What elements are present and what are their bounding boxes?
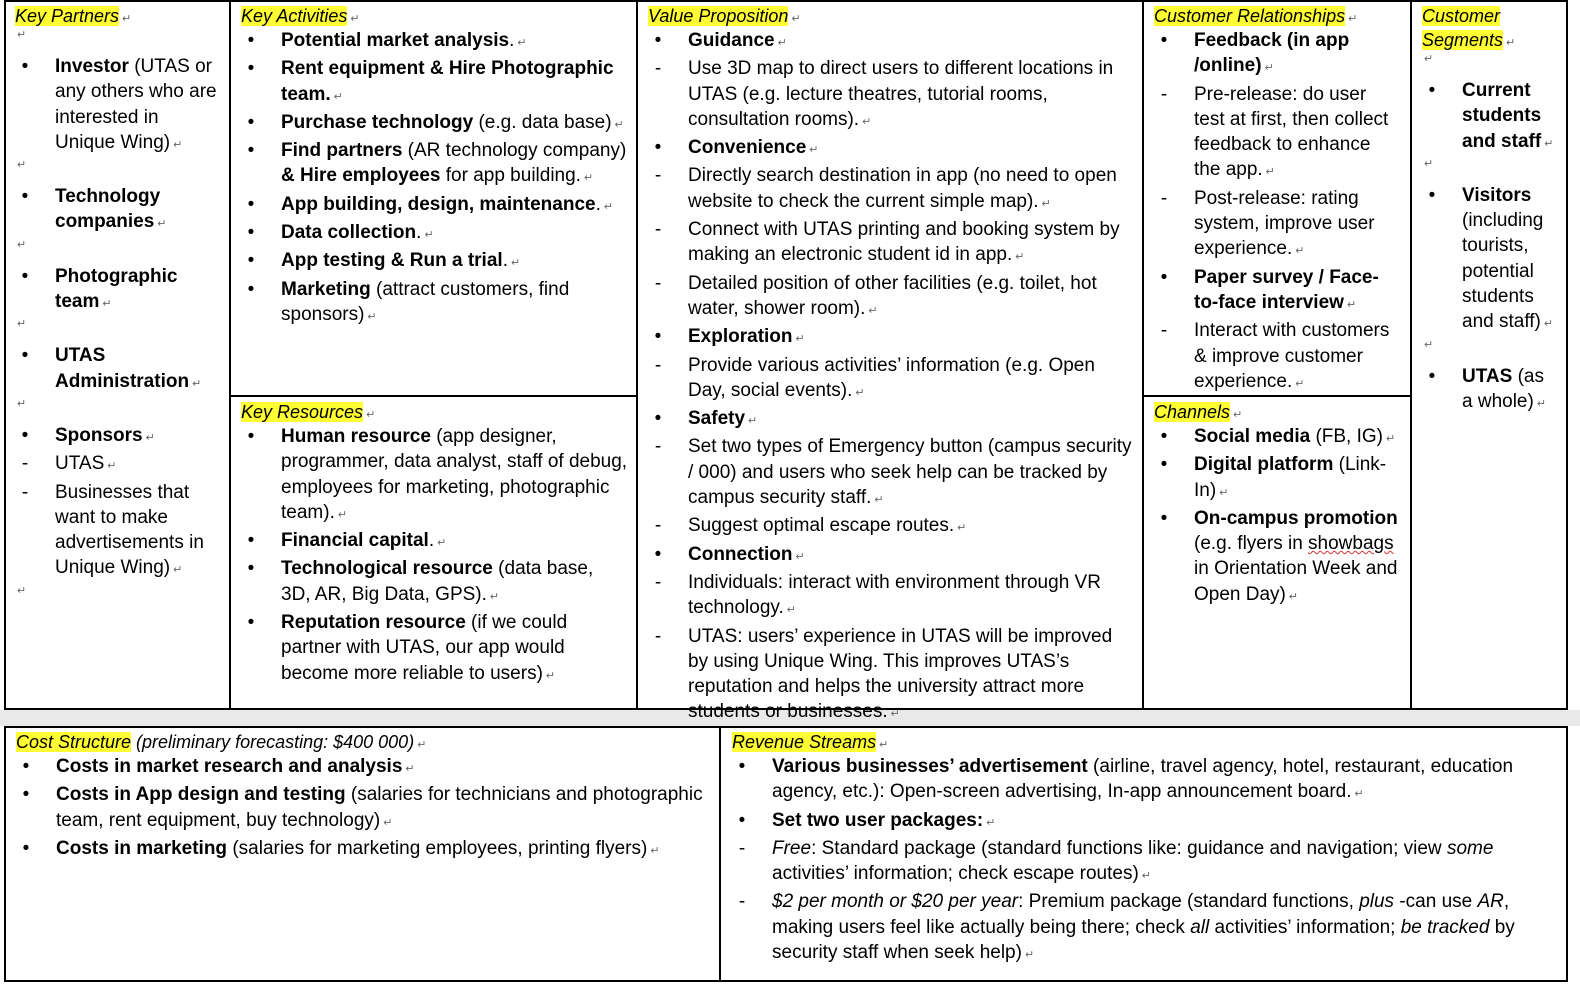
bullet-item (648, 28, 1134, 56)
item-list (241, 28, 628, 330)
channels (1144, 398, 1410, 708)
item-text: by security staff when seek help) (772, 916, 1515, 964)
bullet-item (732, 754, 1559, 808)
item-text: Feedback (in app /online) (1194, 30, 1350, 77)
item-text: Purchase technology (281, 111, 474, 133)
dash-item (648, 434, 1134, 513)
paragraph-mark-icon: ↵ (1295, 377, 1305, 390)
paragraph-mark-icon: ↵ (748, 415, 758, 428)
empty-paragraph: ↵ (17, 318, 27, 331)
bullet-item (241, 28, 628, 56)
section-title-label: Customer Relationships (1154, 6, 1346, 26)
bullet-item (15, 184, 221, 238)
section-title-label: Customer Segments (1422, 6, 1504, 50)
dash-item (648, 271, 1134, 325)
paragraph-mark-icon: ↵ (424, 229, 434, 242)
item-text: -can use (1394, 891, 1478, 913)
bullet-dot-icon: • (654, 326, 662, 348)
paragraph-mark-icon: ↵ (855, 386, 865, 399)
bullet-item (1422, 183, 1559, 338)
item-list (1154, 28, 1402, 397)
dash-item (648, 570, 1134, 624)
item-text: Digital platform (1194, 454, 1334, 476)
item-text: App building, design, maintenance (281, 193, 596, 215)
empty-paragraph: ↵ (17, 29, 27, 41)
paragraph-mark-icon: ↵ (1354, 788, 1364, 801)
bullet-dot-icon: • (1428, 365, 1436, 387)
paragraph-mark-icon: ↵ (1264, 62, 1274, 75)
dash-icon: - (654, 58, 662, 80)
dash-icon: - (654, 354, 662, 376)
dash-icon: - (654, 625, 662, 647)
item-text: activities’ information; (1209, 916, 1401, 938)
bullet-item (15, 343, 221, 397)
section-title (15, 4, 221, 28)
paragraph-mark-icon: ↵ (489, 590, 500, 603)
dash-item (15, 451, 221, 479)
bullet-item (15, 423, 221, 451)
dash-icon: - (654, 515, 662, 537)
section-title-label: Key Activities (241, 6, 348, 26)
paragraph-mark-icon: ↵ (350, 13, 360, 25)
bullet-dot-icon: • (1428, 184, 1436, 206)
paragraph-mark-icon: ↵ (795, 550, 805, 563)
item-text: & Hire employees (281, 165, 441, 187)
paragraph-mark-icon: ↵ (366, 409, 376, 421)
bullet-item (648, 542, 1134, 570)
key-partners (5, 2, 229, 707)
section-title (1154, 4, 1402, 28)
paragraph-mark-icon: ↵ (650, 844, 660, 857)
item-text: Social media (1194, 426, 1311, 447)
bullet-item (732, 808, 1559, 836)
item-text: in Orientation Week and Open Day) (1194, 558, 1398, 605)
bullet-item (241, 56, 628, 110)
item-text: Sponsors (55, 424, 143, 446)
bullet-dot-icon: • (654, 30, 662, 51)
bullet-item (241, 528, 628, 556)
item-text: UTAS (55, 453, 105, 475)
paragraph-mark-icon: ↵ (809, 144, 819, 157)
item-text: (AR technology company) (402, 140, 627, 162)
item-text: Safety (688, 408, 746, 430)
paragraph-mark-icon: ↵ (957, 522, 967, 535)
paragraph-mark-icon: ↵ (1041, 197, 1051, 210)
bullet-item (1154, 452, 1402, 506)
item-text: all (1190, 916, 1210, 938)
paragraph-mark-icon: ↵ (173, 138, 183, 151)
bullet-item (16, 782, 711, 836)
item-list (241, 424, 628, 689)
bullet-dot-icon: • (247, 58, 255, 80)
section-title (1422, 4, 1559, 52)
paragraph-mark-icon: ↵ (1219, 486, 1229, 499)
bullet-item (241, 424, 628, 528)
item-text: Costs in marketing (56, 837, 228, 859)
paragraph-mark-icon: ↵ (603, 200, 614, 213)
paragraph-mark-icon: ↵ (545, 669, 556, 682)
paragraph-mark-icon: ↵ (367, 310, 377, 323)
paragraph-mark-icon: ↵ (337, 508, 348, 521)
paragraph-mark-icon: ↵ (1506, 37, 1516, 49)
empty-paragraph: ↵ (17, 159, 27, 172)
item-text: (salaries for marketing employees, printing flyers) (227, 837, 648, 859)
bullet-dot-icon: • (21, 186, 29, 208)
dash-item (648, 353, 1134, 407)
bullet-item (648, 135, 1134, 163)
empty-paragraph: ↵ (17, 238, 27, 251)
paragraph-mark-icon: ↵ (173, 564, 183, 577)
item-text: (app designer, programmer, data analyst, staff of debug, employees for marketing, photographic team). (281, 426, 628, 523)
item-text: . (416, 222, 422, 244)
bullet-item (1154, 424, 1402, 452)
section-title-label: Revenue Streams (732, 732, 877, 752)
item-text: Set two user packages: (772, 809, 984, 831)
item-text: (Link-In) (1194, 454, 1387, 501)
bullet-dot-icon: • (21, 424, 29, 446)
paragraph-mark-icon: ↵ (874, 494, 884, 507)
paragraph-mark-icon: ↵ (1288, 590, 1299, 603)
dash-item (1154, 318, 1402, 397)
item-text: plus (1359, 891, 1395, 913)
key-activities (231, 2, 636, 395)
item-text: AR (1477, 891, 1504, 913)
paragraph-mark-icon: ↵ (122, 13, 132, 25)
revenue-streams (722, 728, 1567, 980)
bullet-item (241, 556, 628, 610)
bullet-item (241, 610, 628, 689)
dash-item (1154, 186, 1402, 265)
bullet-item (16, 754, 711, 782)
bullet-item (1154, 265, 1402, 319)
item-text: (airline, travel agency, hotel, restaurant, education agency, etc.): Open-screen advertising, In-app announcement board. (772, 756, 1514, 803)
bullet-dot-icon: • (1160, 266, 1168, 288)
bullet-dot-icon: • (247, 193, 255, 215)
paragraph-mark-icon: ↵ (614, 118, 624, 131)
item-text: Use 3D map to direct users to different locations in UTAS (e.g. lecture theatres, tutorial rooms, consultation rooms). (688, 58, 1114, 130)
item-text: Convenience (688, 137, 807, 159)
item-text: Technology companies (55, 186, 161, 233)
item-text: be tracked (1400, 916, 1490, 938)
item-text: . (428, 530, 435, 552)
paragraph-mark-icon: ↵ (777, 37, 787, 49)
paragraph-mark-icon: ↵ (1346, 298, 1357, 311)
section-title (16, 730, 711, 754)
bullet-dot-icon: • (247, 278, 255, 300)
dash-icon: - (1160, 187, 1168, 209)
section-title-label: Key Partners (15, 6, 120, 26)
item-list (15, 28, 221, 610)
item-text: (FB, IG) (1310, 426, 1383, 447)
bullet-dot-icon: • (738, 756, 746, 777)
item-text: . (502, 250, 508, 272)
paragraph-mark-icon: ↵ (1536, 397, 1547, 410)
dash-icon: - (1160, 320, 1168, 342)
item-text: Provide various activities’ information (e.g. Open Day, social events). (688, 354, 1095, 401)
bullet-dot-icon: • (247, 612, 255, 634)
dash-icon: - (738, 891, 746, 913)
item-text: Costs in market research and analysis (56, 756, 403, 777)
item-text: : Premium package (standard functions, (1018, 891, 1360, 913)
item-text: UTAS (1462, 365, 1513, 387)
paragraph-mark-icon: ↵ (868, 304, 878, 317)
bullet-item (15, 264, 221, 318)
dash-icon: - (1160, 83, 1168, 105)
bullet-item (241, 110, 628, 138)
dash-item (1154, 82, 1402, 186)
dash-item (648, 163, 1134, 217)
item-text: Exploration (688, 326, 793, 348)
dash-icon: - (654, 571, 662, 593)
divider-cost-rev (719, 726, 721, 982)
item-text: some (1446, 837, 1494, 859)
item-list (1154, 424, 1402, 610)
item-text: Businesses that want to make advertisements in Unique Wing) (55, 481, 204, 579)
dash-item (648, 624, 1134, 728)
item-list (16, 754, 711, 864)
item-text: UTAS Administration (55, 345, 190, 392)
bullet-dot-icon: • (1428, 80, 1436, 101)
bullet-item (241, 138, 628, 192)
bullet-dot-icon: • (22, 756, 30, 777)
bullet-item (15, 54, 221, 158)
item-text: On-campus promotion (1194, 507, 1398, 529)
bullet-dot-icon: • (21, 56, 29, 77)
item-text: (attract customers, find sponsors) (281, 278, 570, 325)
bullet-dot-icon: • (247, 30, 255, 51)
item-text: Connect with UTAS printing and booking system by making an electronic student id in app. (688, 219, 1120, 266)
bullet-item (241, 248, 628, 276)
item-text: . (509, 30, 515, 51)
item-text: Pre-release: do user test at first, then collect feedback to enhance the app. (1194, 83, 1389, 181)
item-text: Visitors (1462, 184, 1532, 206)
dash-item (732, 836, 1559, 890)
paragraph-mark-icon: ↵ (417, 739, 427, 751)
item-text: Interact with customers & improve customer experience. (1194, 320, 1390, 392)
bullet-dot-icon: • (247, 250, 255, 272)
key-resources (231, 398, 636, 708)
item-text: (UTAS or any others who are interested in Unique Wing) (55, 56, 217, 153)
paragraph-mark-icon: ↵ (383, 816, 393, 829)
bullet-dot-icon: • (247, 558, 255, 580)
bullet-dot-icon: • (247, 140, 255, 162)
bullet-dot-icon: • (247, 530, 255, 552)
paragraph-mark-icon: ↵ (437, 537, 447, 550)
paragraph-mark-icon: ↵ (583, 172, 594, 185)
item-list (648, 28, 1134, 728)
dash-item (15, 480, 221, 584)
paragraph-mark-icon: ↵ (1295, 245, 1305, 258)
paragraph-mark-icon: ↵ (517, 37, 527, 49)
item-text: (salaries for technicians and photographic team, rent equipment, buy technology) (56, 784, 703, 831)
bullet-dot-icon: • (654, 543, 662, 565)
dash-item (732, 889, 1559, 968)
item-list (1422, 52, 1559, 417)
paragraph-mark-icon: ↵ (786, 604, 796, 617)
item-text: App testing & Run a trial (281, 250, 503, 272)
bullet-item (1422, 78, 1559, 157)
dash-icon: - (21, 481, 29, 503)
item-text: UTAS: users’ experience in UTAS will be improved by using Unique Wing. This improves UTAS’s reputation and helps the university attract more students or businesses. (688, 625, 1113, 723)
paragraph-mark-icon: ↵ (1543, 318, 1554, 331)
item-text: Potential market analysis (281, 30, 510, 51)
item-text: , making users feel like actually being there; check (772, 891, 1510, 938)
bullet-item (648, 324, 1134, 352)
bullet-item (241, 277, 628, 331)
bullet-dot-icon: • (1160, 454, 1168, 476)
bullet-dot-icon: • (21, 265, 29, 287)
item-text: (data base, 3D, AR, Big Data, GPS). (281, 558, 594, 605)
item-text: $2 per month or $20 per year (772, 891, 1019, 913)
paragraph-mark-icon: ↵ (192, 377, 202, 390)
item-text: Reputation resource (281, 612, 466, 634)
bullet-dot-icon: • (247, 426, 255, 447)
section-title-label: Channels (1154, 402, 1231, 422)
section-title (1154, 400, 1402, 424)
section-title (241, 4, 628, 28)
paragraph-mark-icon: ↵ (1544, 137, 1554, 150)
item-text: activities’ information; check escape routes) (772, 863, 1139, 885)
dash-item (648, 56, 1134, 135)
paragraph-mark-icon: ↵ (1265, 166, 1275, 179)
item-text: Current students and staff (1462, 80, 1542, 152)
section-title (732, 730, 1559, 754)
item-text: (as a whole) (1462, 365, 1544, 412)
bullet-dot-icon: • (21, 345, 29, 367)
paragraph-mark-icon: ↵ (157, 218, 167, 231)
item-text: : Standard package (standard functions like: guidance and navigation; view (811, 837, 1447, 859)
section-title-label: Value Proposition (648, 6, 789, 26)
paragraph-mark-icon: ↵ (405, 763, 415, 775)
section-title-label: Cost Structure (16, 732, 132, 752)
item-text: (if we could partner with UTAS, our app would become more reliable to users) (281, 612, 568, 684)
bullet-dot-icon: • (738, 809, 746, 831)
paragraph-mark-icon: ↵ (1348, 13, 1358, 25)
bullet-dot-icon: • (22, 784, 30, 806)
bullet-item (1422, 364, 1559, 418)
dash-icon: - (654, 272, 662, 294)
paragraph-mark-icon: ↵ (879, 739, 889, 751)
bullet-item (241, 192, 628, 220)
section-title (648, 4, 1134, 28)
bullet-dot-icon: • (22, 837, 30, 859)
item-text: for app building. (440, 165, 581, 187)
item-text: Connection (688, 543, 793, 565)
item-text: (including tourists, potential students and staff) (1462, 210, 1544, 333)
paragraph-mark-icon: ↵ (107, 460, 117, 473)
paragraph-mark-icon: ↵ (791, 13, 801, 25)
item-text: Suggest optimal escape routes. (688, 515, 955, 537)
bullet-dot-icon: • (654, 408, 662, 430)
bullet-item (1154, 28, 1402, 82)
empty-paragraph: ↵ (1424, 338, 1434, 351)
paragraph-mark-icon: ↵ (102, 298, 112, 311)
bullet-dot-icon: • (1160, 507, 1168, 529)
item-text: Various businesses’ advertisement (772, 756, 1088, 777)
paragraph-mark-icon: ↵ (1141, 870, 1152, 883)
bullet-dot-icon: • (654, 137, 662, 159)
item-text: (e.g. data base) (473, 111, 612, 133)
paragraph-mark-icon: ↵ (1233, 409, 1243, 421)
customer-relationships (1144, 2, 1410, 395)
item-text: Directly search destination in app (no need to open website to check the current simple map). (688, 165, 1117, 212)
customer-segments (1412, 2, 1567, 707)
item-text: Technological resource (281, 558, 493, 580)
bullet-dot-icon: • (1160, 30, 1168, 51)
item-text: Paper survey / Face-to-face interview (1194, 266, 1379, 313)
item-list (732, 754, 1559, 968)
item-text: Rent equipment & Hire Photographic team. (281, 58, 614, 105)
item-text: (e.g. flyers in (1194, 533, 1309, 555)
paragraph-mark-icon: ↵ (1024, 949, 1035, 962)
item-text: Post-release: rating system, improve user experience. (1194, 187, 1375, 260)
section-subtitle: (preliminary forecasting: $400 000) (131, 732, 415, 752)
bullet-dot-icon: • (1160, 426, 1168, 447)
empty-paragraph: ↵ (1424, 157, 1434, 170)
dash-item (648, 217, 1134, 271)
paragraph-mark-icon: ↵ (862, 115, 872, 128)
paragraph-mark-icon: ↵ (145, 431, 155, 444)
item-text: Data collection (281, 222, 417, 244)
item-text: Set two types of Emergency button (campus security / 000) and users who seek help can be tracked by campus security staff. (688, 436, 1132, 509)
item-text: . (595, 193, 601, 215)
item-text: Individuals: interact with environment through VR technology. (688, 571, 1101, 619)
item-text: Marketing (281, 278, 371, 300)
cost-structure (6, 728, 719, 980)
item-text: Free (772, 837, 812, 859)
paragraph-mark-icon: ↵ (510, 257, 521, 270)
divider-ka-kr (229, 395, 638, 397)
item-text: Human resource (281, 426, 431, 447)
dash-icon: - (654, 219, 662, 241)
section-title (241, 400, 628, 424)
bullet-dot-icon: • (247, 111, 255, 133)
item-text: Find partners (281, 140, 403, 162)
section-title-label: Key Resources (241, 402, 364, 422)
empty-paragraph: ↵ (17, 584, 27, 597)
item-text: Financial capital (281, 530, 429, 552)
dash-item (648, 513, 1134, 541)
dash-icon: - (738, 837, 746, 859)
paragraph-mark-icon: ↵ (1386, 433, 1396, 445)
bullet-item (648, 406, 1134, 434)
bullet-item (1154, 506, 1402, 610)
paragraph-mark-icon: ↵ (986, 816, 996, 829)
item-text: Costs in App design and testing (56, 784, 346, 806)
item-text: Photographic team (55, 265, 178, 313)
item-text: Detailed position of other facilities (e.g. toilet, hot water, shower room). (688, 272, 1097, 319)
value-proposition (638, 2, 1142, 723)
item-text: Investor (55, 56, 129, 77)
paragraph-mark-icon: ↵ (795, 333, 805, 346)
empty-paragraph: ↵ (1424, 53, 1434, 65)
dash-icon: - (654, 165, 662, 187)
paragraph-mark-icon: ↵ (333, 90, 343, 103)
item-text: showbags (1308, 533, 1394, 555)
paragraph-mark-icon: ↵ (890, 708, 900, 721)
empty-paragraph: ↵ (17, 397, 27, 410)
paragraph-mark-icon: ↵ (1015, 251, 1025, 264)
bullet-dot-icon: • (247, 222, 255, 244)
dash-icon: - (21, 453, 29, 475)
dash-icon: - (654, 436, 662, 458)
bullet-item (16, 836, 711, 864)
item-text: Guidance (688, 30, 775, 51)
bullet-item (241, 220, 628, 248)
